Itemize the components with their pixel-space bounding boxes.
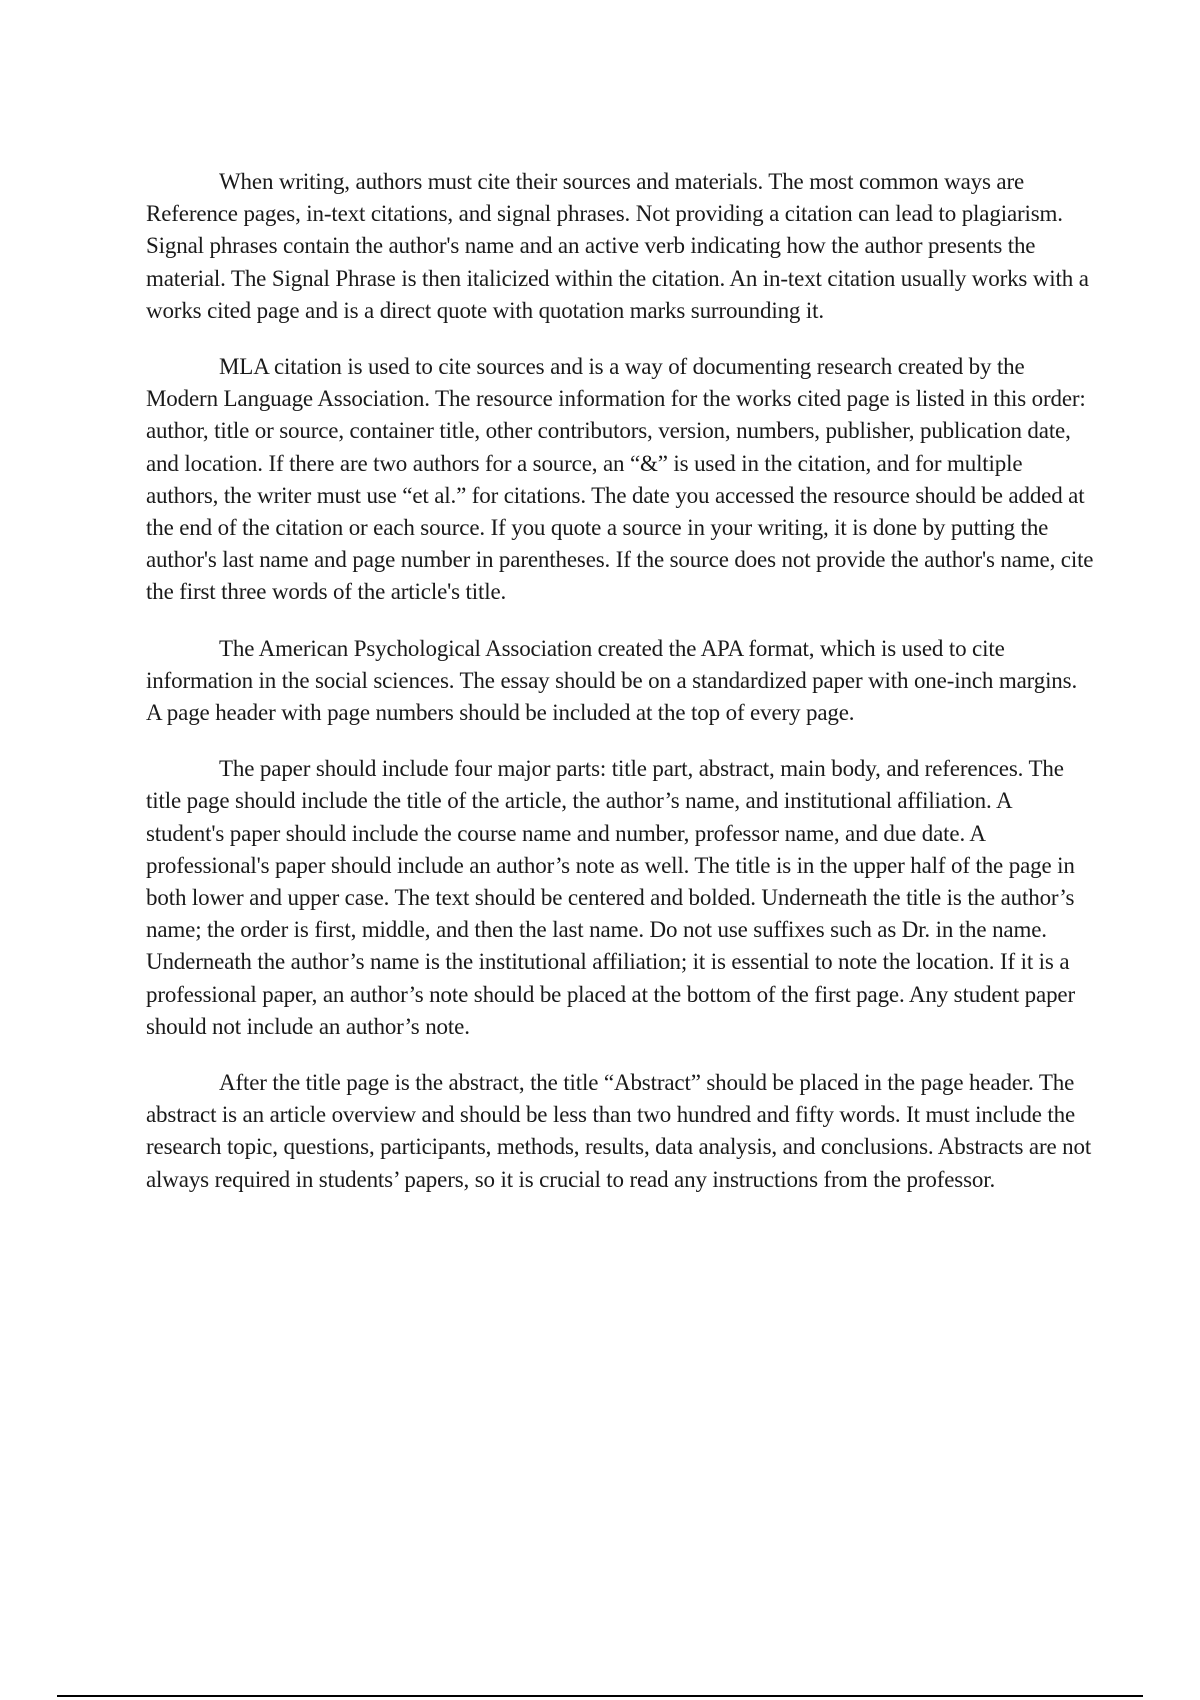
paragraph-citing-sources: When writing, authors must cite their sources and materials. The most common ways are Reference pages, in-text citations, and signal phrases. Not providing a citation can lead to plagiarism. Signal phrases contain the author's name and an active verb indicating how the author presents the material. The Signal Phrase is then italicized within the citation. An in-text citation usually works with a works cited page and is a direct quote with quotation marks surrounding it.: [146, 169, 1089, 323]
paragraph-mla-citation: MLA citation is used to cite sources and is a way of documenting research created by the Modern Language Association. The resource information for the works cited page is listed in this order: author, title or source, container title, other contributors, version, numbers, publisher, publication date, and location. If there are two authors for a source, an “&” is used in the citation, and for multiple authors, the writer must use “et al.” for citations. The date you accessed the resource should be added at the end of the citation or each source. If you quote a source in your writing, it is done by putting the author's last name and page number in parentheses. If the source does not provide the author's name, cite the first three words of the article's title.: [146, 354, 1094, 605]
paragraph-paper-parts: The paper should include four major parts: title part, abstract, main body, and references. The title page should include the title of the article, the author’s name, and institutional affiliation. A student's paper should include the course name and number, professor name, and due date. A professional's paper should include an author’s note as well. The title is in the upper half of the page in both lower and upper case. The text should be centered and bolded. Underneath the title is the author’s name; the order is first, middle, and then the last name. Do not use suffixes such as Dr. in the name. Underneath the author’s name is the institutional affiliation; it is essential to note the location. If it is a professional paper, an author’s note should be placed at the bottom of the first page. Any student paper should not include an author’s note.: [146, 756, 1075, 1039]
paragraph-apa-format: The American Psychological Association created the APA format, which is used to cite information in the social sciences. The essay should be on a standardized paper with one-inch margins. A page header with page numbers should be included at the top of every page.: [146, 635, 1078, 726]
page-bottom-rule: [57, 1695, 1143, 1697]
document-body: [146, 166, 1094, 1220]
paragraph-abstract: After the title page is the abstract, the title “Abstract” should be placed in the page header. The abstract is an article overview and should be less than two hundred and fifty words. It must include the research topic, questions, participants, methods, results, data analysis, and conclusions. Abstracts are not always required in students’ papers, so it is crucial to read any instructions from the professor.: [146, 1070, 1092, 1192]
